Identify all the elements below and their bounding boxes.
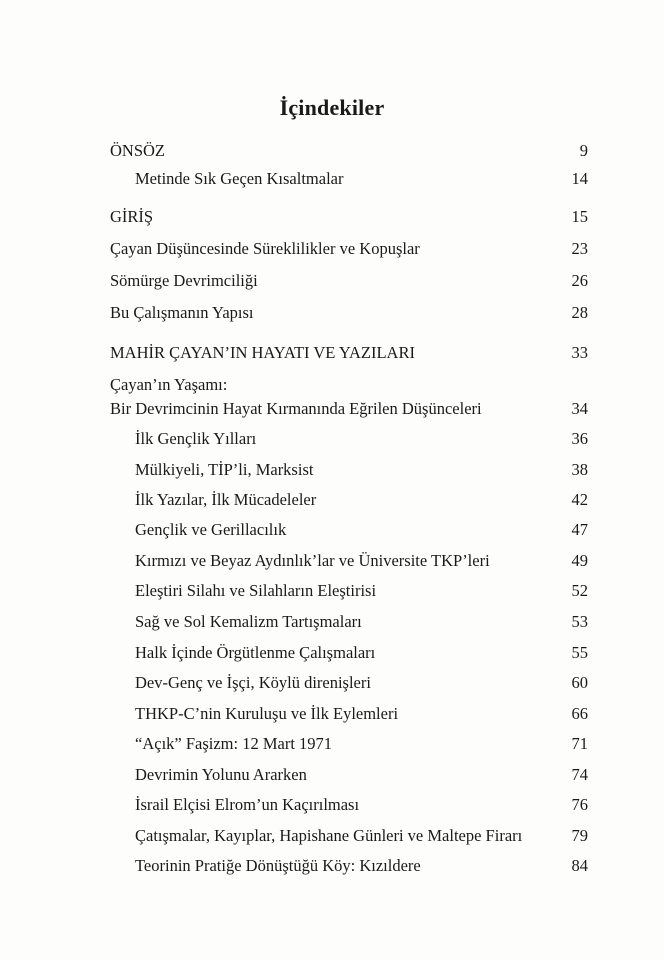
toc-entry-label: ÖNSÖZ <box>110 141 166 160</box>
toc-entry-label: Devrimin Yolunu Ararken <box>135 765 307 784</box>
toc-entry-label: Teorinin Pratiğe Dönüştüğü Köy: Kızıldere <box>135 856 421 875</box>
toc-entry-label: GİRİŞ <box>110 207 154 226</box>
toc-entry-label: THKP-C’nin Kuruluşu ve İlk Eylemleri <box>135 704 399 723</box>
toc-entry-page: 42 <box>571 490 588 509</box>
toc-entry-label: İlk Yazılar, İlk Mücadeleler <box>135 490 317 509</box>
toc-entry-label: Mülkiyeli, TİP’li, Marksist <box>135 460 314 479</box>
toc-entry-label: Eleştiri Silahı ve Silahların Eleştirisi <box>135 581 377 600</box>
toc-entry-page: 84 <box>571 856 588 875</box>
toc-entry-label: Çatışmalar, Kayıplar, Hapishane Günleri ve Maltepe Firarı <box>135 826 523 845</box>
toc-entry-page: 53 <box>571 612 588 631</box>
toc-entry-page: 52 <box>571 581 588 600</box>
toc-entry-label: Çayan Düşüncesinde Süreklilikler ve Kopuşlar <box>110 239 420 258</box>
toc-entry-page: 71 <box>571 734 588 753</box>
toc-entry-page: 55 <box>571 643 588 662</box>
toc-entry-page: 49 <box>571 551 588 570</box>
toc-entry-page: 38 <box>571 460 588 479</box>
toc-entry-page: 9 <box>579 141 588 160</box>
toc-entry-label: Metinde Sık Geçen Kısaltmalar <box>135 169 344 188</box>
toc-entry-label: İlk Gençlik Yılları <box>135 429 257 448</box>
toc-entry-label: Dev-Genç ve İşçi, Köylü direnişleri <box>135 673 371 692</box>
toc-entry-page: 66 <box>571 704 588 723</box>
toc-entry-page: 60 <box>571 673 588 692</box>
toc-entry-label: Sömürge Devrimciliği <box>110 271 258 290</box>
toc-entry-label: Kırmızı ve Beyaz Aydınlık’lar ve Üniversite TKP’leri <box>135 551 490 570</box>
toc-entry-label: “Açık” Faşizm: 12 Mart 1971 <box>135 734 333 753</box>
toc-entry-label: Sağ ve Sol Kemalizm Tartışmaları <box>135 612 362 631</box>
toc-entry-label: Gençlik ve Gerillacılık <box>135 520 287 539</box>
toc-entry-page: 33 <box>571 343 588 362</box>
toc-entry-page: 14 <box>571 169 588 188</box>
toc-entry-label: MAHİR ÇAYAN’IN HAYATI VE YAZILARI <box>110 343 415 362</box>
toc-entry-page: 34 <box>571 399 588 418</box>
toc-entry-label: Halk İçinde Örgütlenme Çalışmaları <box>135 643 376 662</box>
toc-entry-page: 74 <box>571 765 588 784</box>
toc-entry-page: 15 <box>571 207 588 226</box>
toc-entry-page: 36 <box>571 429 588 448</box>
toc-entry-page: 26 <box>571 271 588 290</box>
toc-entry-page: 47 <box>571 520 588 539</box>
toc-entry-label: Bir Devrimcinin Hayat Kırmanında Eğrilen Düşünceleri <box>110 399 482 418</box>
toc-entry-label: İsrail Elçisi Elrom’un Kaçırılması <box>135 795 360 814</box>
toc-entry-page: 76 <box>571 795 588 814</box>
toc-entry-page: 79 <box>571 826 588 845</box>
toc-entry-label: Bu Çalışmanın Yapısı <box>110 303 254 322</box>
toc-entry-page: 23 <box>571 239 588 258</box>
toc-entry-page: 28 <box>571 303 588 322</box>
toc-title: İçindekiler <box>279 95 385 120</box>
toc-entry-label: Çayan’ın Yaşamı: <box>110 375 228 394</box>
